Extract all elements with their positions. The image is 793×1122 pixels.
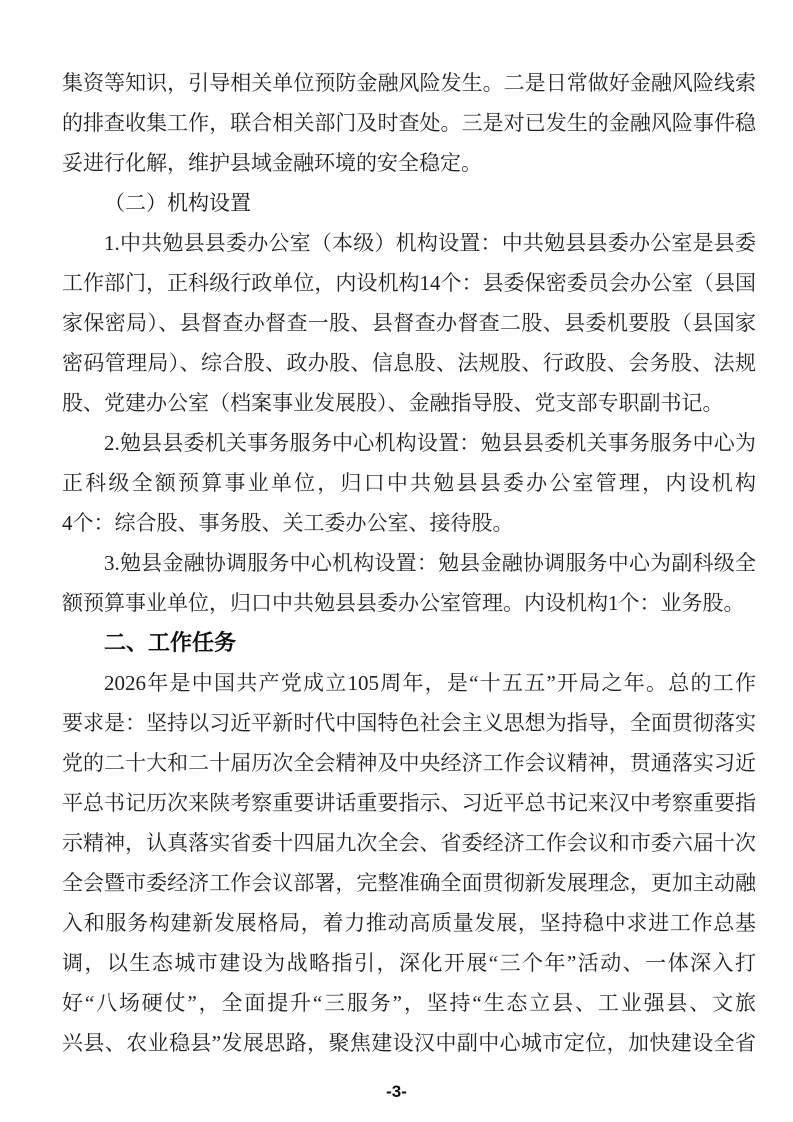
text-line: 示精神，认真落实省委十四届九次全会、省委经济工作会议和市委六届十次	[62, 831, 756, 855]
document-body	[62, 63, 756, 1063]
text-line: 1.中共勉县县委办公室（本级）机构设置：中共勉县县委办公室是县委	[104, 231, 756, 255]
text-line: 兴县、农业稳县”发展思路，聚焦建设汉中副中心城市定位，加快建设全省	[62, 1031, 756, 1055]
text-line: 正科级全额预算事业单位，归口中共勉县县委办公室管理，内设机构	[62, 471, 756, 495]
text-line: 调，以生态城市建设为战略指引，深化开展“三个年”活动、一体深入打	[62, 951, 756, 975]
text-line: 3.勉县金融协调服务中心机构设置：勉县金融协调服务中心为副科级全	[104, 551, 756, 575]
text-line: 的排查收集工作，联合相关部门及时查处。三是对已发生的金融风险事件稳	[62, 111, 756, 135]
text-line: 4个：综合股、事务股、关工委办公室、接待股。	[62, 511, 514, 535]
section-heading-org-setup: （二）机构设置	[104, 191, 251, 215]
text-line: 额预算事业单位，归口中共勉县县委办公室管理。内设机构1个：业务股。	[62, 591, 745, 615]
text-line: 全会暨市委经济工作会议部署，完整准确全面贯彻新发展理念，更加主动融	[62, 871, 756, 895]
section-heading-work-tasks: 二、工作任务	[104, 630, 237, 655]
text-line: 家保密局）、县督查办督查一股、县督查办督查二股、县委机要股（县国家	[62, 311, 756, 335]
text-line: 集资等知识，引导相关单位预防金融风险发生。二是日常做好金融风险线索	[62, 71, 756, 95]
text-line: 妥进行化解，维护县域金融环境的安全稳定。	[62, 151, 482, 175]
text-line: 2.勉县县委机关事务服务中心机构设置：勉县县委机关事务服务中心为	[104, 431, 756, 455]
page-number: -3-	[386, 1082, 407, 1101]
text-line: 入和服务构建新发展格局，着力推动高质量发展，坚持稳中求进工作总基	[62, 911, 756, 935]
text-line: 工作部门，正科级行政单位，内设机构14个：县委保密委员会办公室（县国	[62, 271, 756, 295]
text-line: 要求是：坚持以习近平新时代中国特色社会主义思想为指导，全面贯彻落实	[62, 711, 756, 735]
text-line: 好“八场硬仗”，全面提升“三服务”，坚持“生态立县、工业强县、文旅	[62, 991, 756, 1015]
text-line: 股、党建办公室（档案事业发展股）、金融指导股、党支部专职副书记。	[62, 391, 724, 415]
text-line: 密码管理局）、综合股、政办股、信息股、法规股、行政股、会务股、法规	[62, 351, 756, 375]
text-line: 平总书记历次来陕考察重要讲话重要指示、习近平总书记来汉中考察重要指	[62, 791, 756, 815]
text-line: 党的二十大和二十届历次全会精神及中央经济工作会议精神，贯通落实习近	[62, 751, 756, 775]
text-line: 2026年是中国共产党成立105周年，是“十五五”开局之年。总的工作	[104, 671, 756, 695]
